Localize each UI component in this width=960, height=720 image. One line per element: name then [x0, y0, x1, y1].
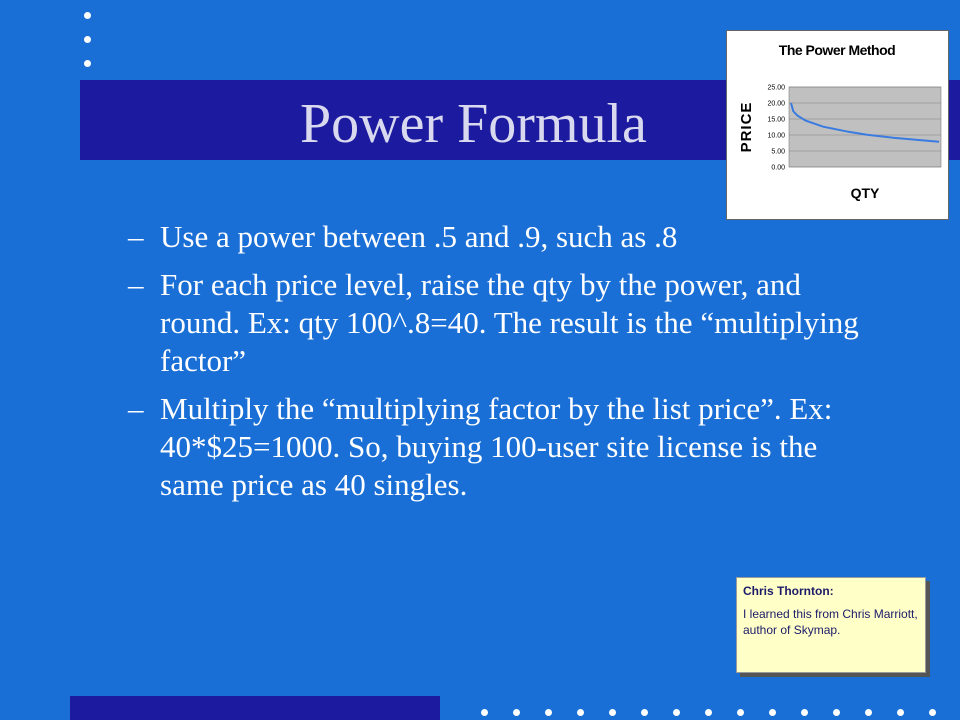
- note-text: I learned this from Chris Marriott, author of Skymap.: [743, 607, 918, 637]
- dot-bottom: [481, 709, 488, 716]
- dot-bottom: [577, 709, 584, 716]
- bullet-text: Multiply the “multiplying factor by the list price”. Ex: 40*$25=1000. So, buying 100-user site license is the same price as 40 singles.: [160, 391, 833, 502]
- y-tick-label: 0.00: [771, 164, 785, 172]
- bullet-list: [128, 218, 888, 514]
- speaker-comment-note[interactable]: [736, 577, 926, 673]
- dot-bottom: [801, 709, 808, 716]
- chart-title: The Power Method: [778, 42, 896, 58]
- dot-bottom: [705, 709, 712, 716]
- y-axis-label: PRICE: [738, 101, 755, 153]
- bullet-marker: –: [128, 219, 144, 254]
- chart-svg: [727, 31, 948, 219]
- dot-bottom: [513, 709, 520, 716]
- bullet-text: Use a power between .5 and .9, such as .8: [160, 219, 678, 254]
- bullet-text: For each price level, raise the qty by the power, and round. Ex: qty 100^.8=40. The result is the “multiplying factor”: [160, 267, 859, 378]
- y-tick-label: 15.00: [767, 116, 785, 124]
- dot-bottom: [833, 709, 840, 716]
- y-tick-label: 20.00: [767, 100, 785, 108]
- power-method-chart[interactable]: [726, 30, 949, 220]
- dot-top-1: [84, 12, 91, 19]
- dot-bottom: [609, 709, 616, 716]
- bullet-item: [128, 390, 888, 504]
- x-axis-label: QTY: [850, 185, 880, 201]
- bullet-marker: –: [128, 391, 144, 426]
- dot-top-2: [84, 36, 91, 43]
- y-tick-labels: [767, 85, 785, 172]
- dot-bottom: [673, 709, 680, 716]
- slide-title: Power Formula: [300, 93, 647, 155]
- dot-bottom: [545, 709, 552, 716]
- dot-bottom: [897, 709, 904, 716]
- y-tick-label: 25.00: [767, 84, 785, 92]
- plot-area: [789, 87, 941, 167]
- y-tick-label: 5.00: [771, 148, 785, 156]
- dot-bottom: [865, 709, 872, 716]
- dot-bottom: [769, 709, 776, 716]
- bullet-item: [128, 266, 888, 380]
- y-tick-label: 10.00: [767, 132, 785, 140]
- dot-top-3: [84, 60, 91, 67]
- bottom-bar: [70, 696, 440, 720]
- bullet-item: [128, 218, 888, 256]
- note-author: Chris Thornton:: [743, 584, 834, 598]
- dot-bottom: [641, 709, 648, 716]
- dot-bottom: [929, 709, 936, 716]
- dot-bottom: [737, 709, 744, 716]
- bullet-marker: –: [128, 267, 144, 302]
